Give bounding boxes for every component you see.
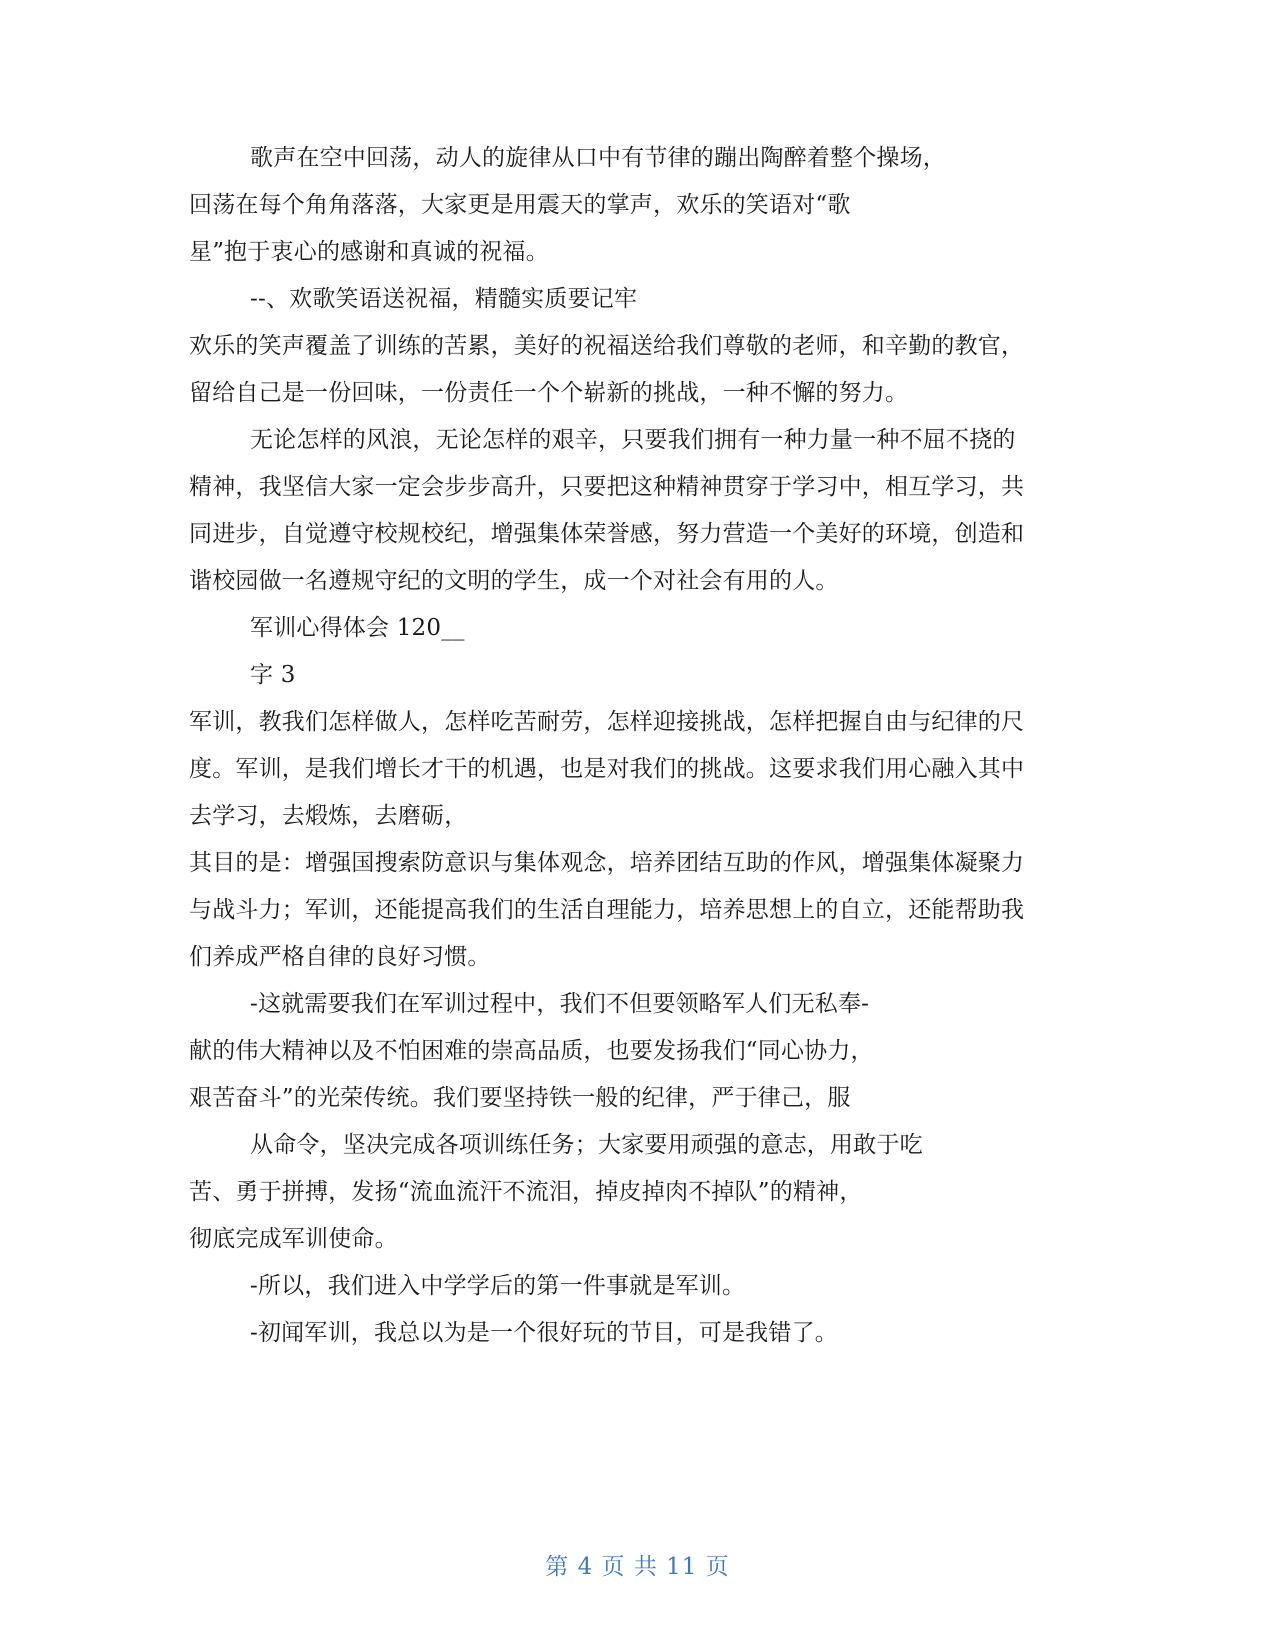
text-line: 们养成严格自律的良好习惯。: [189, 944, 491, 970]
text-line: 其目的是：增强国搜索防意识与集体观念，培养团结互助的作风，增强集体凝聚力: [189, 850, 1025, 876]
text-line: 留给自己是一份回味，一份责任一个个崭新的挑战，一种不懈的努力。: [189, 380, 909, 406]
text-line: 精神，我坚信大家一定会步步高升，只要把这种精神贯穿于学习中，相互学习，共: [189, 474, 1025, 500]
text-line: 军训，教我们怎样做人，怎样吃苦耐劳，怎样迎接挑战，怎样把握自由与纪律的尺: [189, 709, 1025, 735]
text-line: 度。军训，是我们增长才干的机遇，也是对我们的挑战。这要求我们用心融入其中: [189, 756, 1025, 782]
page-number-footer: 第 4 页 共 11 页: [545, 1554, 730, 1580]
text-line: 苦、勇于拼搏，发扬“流血流汗不流泪，掉皮掉肉不掉队”的精神，: [189, 1179, 863, 1205]
text-line: 彻底完成军训使命。: [189, 1226, 398, 1252]
text-line: 献的伟大精神以及不怕困难的崇高品质，也要发扬我们“同心协力，: [189, 1038, 874, 1064]
text-line: 欢乐的笑声覆盖了训练的苦累，美好的祝福送给我们尊敬的老师，和辛勤的教官，: [189, 333, 1025, 359]
text-line: 从命令，坚决完成各项训练任务；大家要用顽强的意志，用敢于吃: [250, 1132, 923, 1158]
section-heading: --、欢歌笑语送祝福，精髓实质要记牢: [250, 286, 638, 312]
text-line: 去学习，去煅炼，去磨砺，: [189, 803, 468, 829]
text-line: -所以，我们进入中学学后的第一件事就是军训。: [250, 1273, 746, 1299]
text-line: 回荡在每个角角落落，大家更是用震天的掌声，欢乐的笑语对“歌: [189, 192, 851, 218]
text-line: 谐校园做一名遵规守纪的文明的学生，成一个对社会有用的人。: [189, 568, 839, 594]
section-title: 军训心得体会 120__: [250, 615, 465, 641]
section-title-continued: 字 3: [250, 662, 296, 688]
text-line: 歌声在空中回荡，动人的旋律从口中有节律的蹦出陶醉着整个操场，: [250, 145, 946, 171]
text-line: 同进步，自觉遵守校规校纪，增强集体荣誉感，努力营造一个美好的环境，创造和: [189, 521, 1025, 547]
text-line: -这就需要我们在军训过程中，我们不但要领略军人们无私奉-: [250, 991, 870, 1017]
text-line: 无论怎样的风浪，无论怎样的艰辛，只要我们拥有一种力量一种不屈不挠的: [250, 427, 1016, 453]
text-line: -初闻军训，我总以为是一个很好玩的节目，可是我错了。: [250, 1320, 838, 1346]
text-line: 艰苦奋斗”的光荣传统。我们要坚持铁一般的纪律，严于律己，服: [189, 1085, 851, 1111]
text-line: 与战斗力；军训，还能提高我们的生活自理能力，培养思想上的自立，还能帮助我: [189, 897, 1025, 923]
text-line: 星”抱于衷心的感谢和真诚的祝福。: [189, 239, 549, 265]
